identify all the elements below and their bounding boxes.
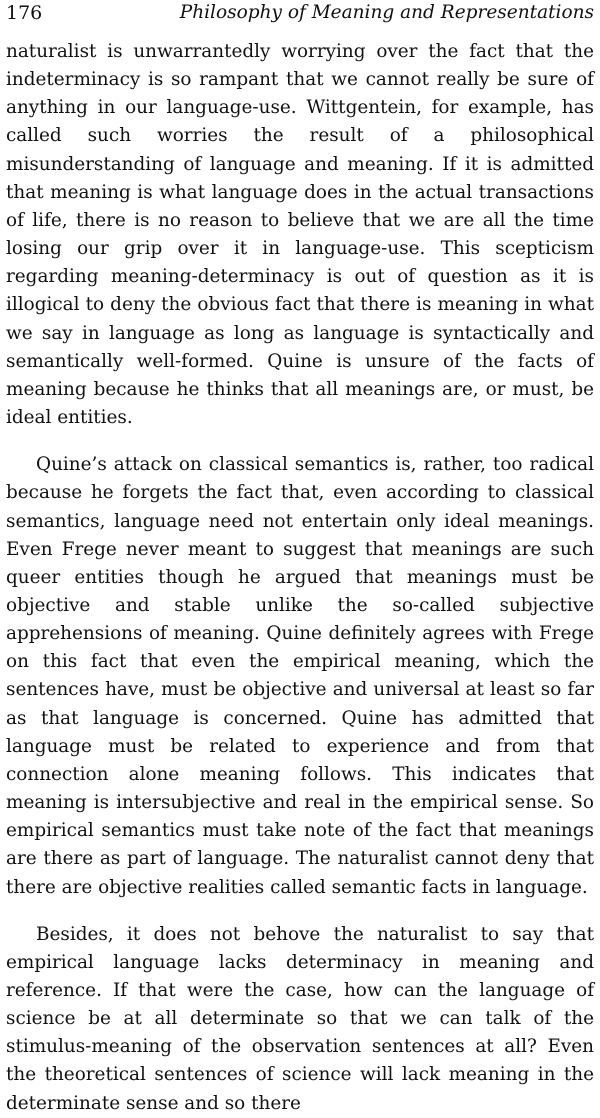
paragraph-continued: naturalist is unwarrantedly worrying over the fact that the indeterminacy is so rampant that we cannot really be sure of anything in our language-use. Wittgentein, for example, has called such worries the result of a philosophical misunderstanding of language and meaning. If it is admitted that meaning is what language does in the actual transactions of life, there is no reason to believe that we are all the time losing our grip over it in language-use. This scepticism regarding meaning-determinacy is out of question as it is illogical to deny the obvious fact that there is meaning in what we say in language as long as language is syntactically and semantically well-formed. Quine is unsure of the facts of meaning because he thinks that all meanings are, or must, be ideal entities. [6,41,594,429]
page-number: 176 [6,2,43,24]
page-header [6,0,594,26]
running-title: Philosophy of Meaning and Representations [179,2,594,23]
paragraph-besides: Besides, it does not behove the naturalist to say that empirical language lacks determinacy in meaning and reference. If that were the case, how can the language of science be at all determinate so that we can talk of the stimulus-meaning of the observation sentences at all? Even the theoretical sentences of science will lack meaning in the determinate sense and so there [6,923,594,1114]
paragraph-quine-attack: Quine’s attack on classical semantics is, rather, too radical because he forgets the fact that, even according to classical semantics, language need not entertain only ideal meanings. Even Frege never meant to suggest that meanings are such queer entities though he argued that meanings must be objective and stable unlike the so-called subjective apprehensions of meaning. Quine definitely agrees with Frege on this fact that even the empirical meaning, which the sentences have, must be objective and universal at least so far as that language is concerned. Quine has admitted that language must be related to experience and from that connection alone meaning follows. This indicates that meaning is intersubjective and real in the empirical sense. So empirical semantics must take note of the fact that meanings are there as part of language. The naturalist cannot deny that there are objective realities called semantic facts in language. [6,454,594,898]
body-text [6,38,594,1118]
